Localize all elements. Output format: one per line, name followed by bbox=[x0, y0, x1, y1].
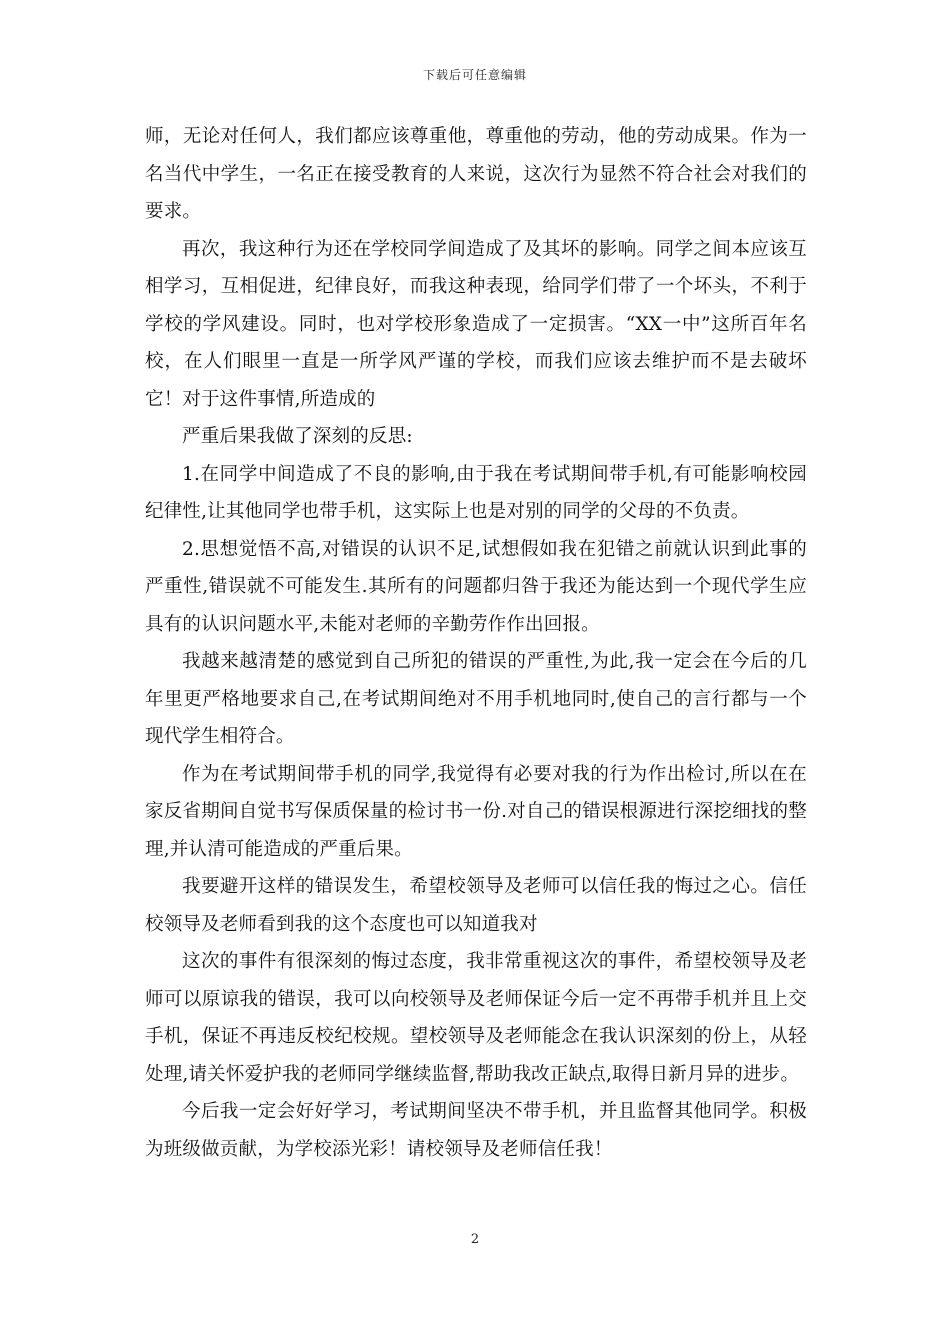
paragraph: 1.在同学中间造成了不良的影响,由于我在考试期间带手机,有可能影响校园纪律性,让其他同学也带手机，这实际上也是对别的同学的父母的不负责。 bbox=[145, 463, 807, 522]
paragraph: 2.思想觉悟不高,对错误的认识不足,试想假如我在犯错之前就认识到此事的严重性,错误就不可能发生.其所有的问题都归咎于我还为能达到一个现代学生应具有的认识问题水平,未能对老师的辛勤劳作作出回报。 bbox=[145, 538, 807, 635]
paragraph: 作为在考试期间带手机的同学,我觉得有必要对我的行为作出检讨,所以在在家反省期间自觉书写保质保量的检讨书一份.对自己的错误根源进行深挖细找的整理,并认清可能造成的严重后果。 bbox=[145, 763, 807, 860]
paragraph: 师，无论对任何人，我们都应该尊重他，尊重他的劳动，他的劳动成果。作为一名当代中学生，一名正在接受教育的人来说，这次行为显然不符合社会对我们的要求。 bbox=[145, 126, 807, 222]
paragraph: 再次，我这种行为还在学校同学间造成了及其坏的影响。同学之间本应该互相学习，互相促进，纪律良好，而我这种表现，给同学们带了一个坏头，不利于学校的学风建设。同时，也对学校形象造成了一定损害。“XX一中”这所百年名校，在人们眼里一直是一所学风严谨的学校，而我们应该去维护而不是去破坏它！对于这件事情,所造成的 bbox=[145, 238, 807, 410]
paragraph: 严重后果我做了深刻的反思: bbox=[182, 426, 413, 447]
document-body bbox=[145, 118, 807, 1168]
paragraph: 今后我一定会好好学习，考试期间坚决不带手机，并且监督其他同学。积极为班级做贡献，为学校添光彩！请校领导及老师信任我！ bbox=[145, 1101, 807, 1160]
paragraph: 这次的事件有很深刻的悔过态度，我非常重视这次的事件，希望校领导及老师可以原谅我的错误，我可以向校领导及老师保证今后一定不再带手机并且上交手机，保证不再违反校纪校规。望校领导及老师能念在我认识深刻的份上，从轻处理,请关怀爱护我的老师同学继续监督,帮助我改正缺点,取得日新月异的进步。 bbox=[145, 951, 807, 1085]
page-header: 下载后可任意编辑 bbox=[422, 68, 527, 82]
paragraph: 我要避开这样的错误发生，希望校领导及老师可以信任我的悔过之心。信任校领导及老师看到我的这个态度也可以知道我对 bbox=[145, 876, 807, 935]
paragraph: 我越来越清楚的感觉到自己所犯的错误的严重性,为此,我一定会在今后的几年里更严格地要求自己,在考试期间绝对不用手机地同时,使自己的言行都与一个现代学生相符合。 bbox=[145, 651, 807, 747]
page-number: 2 bbox=[470, 1232, 480, 1247]
